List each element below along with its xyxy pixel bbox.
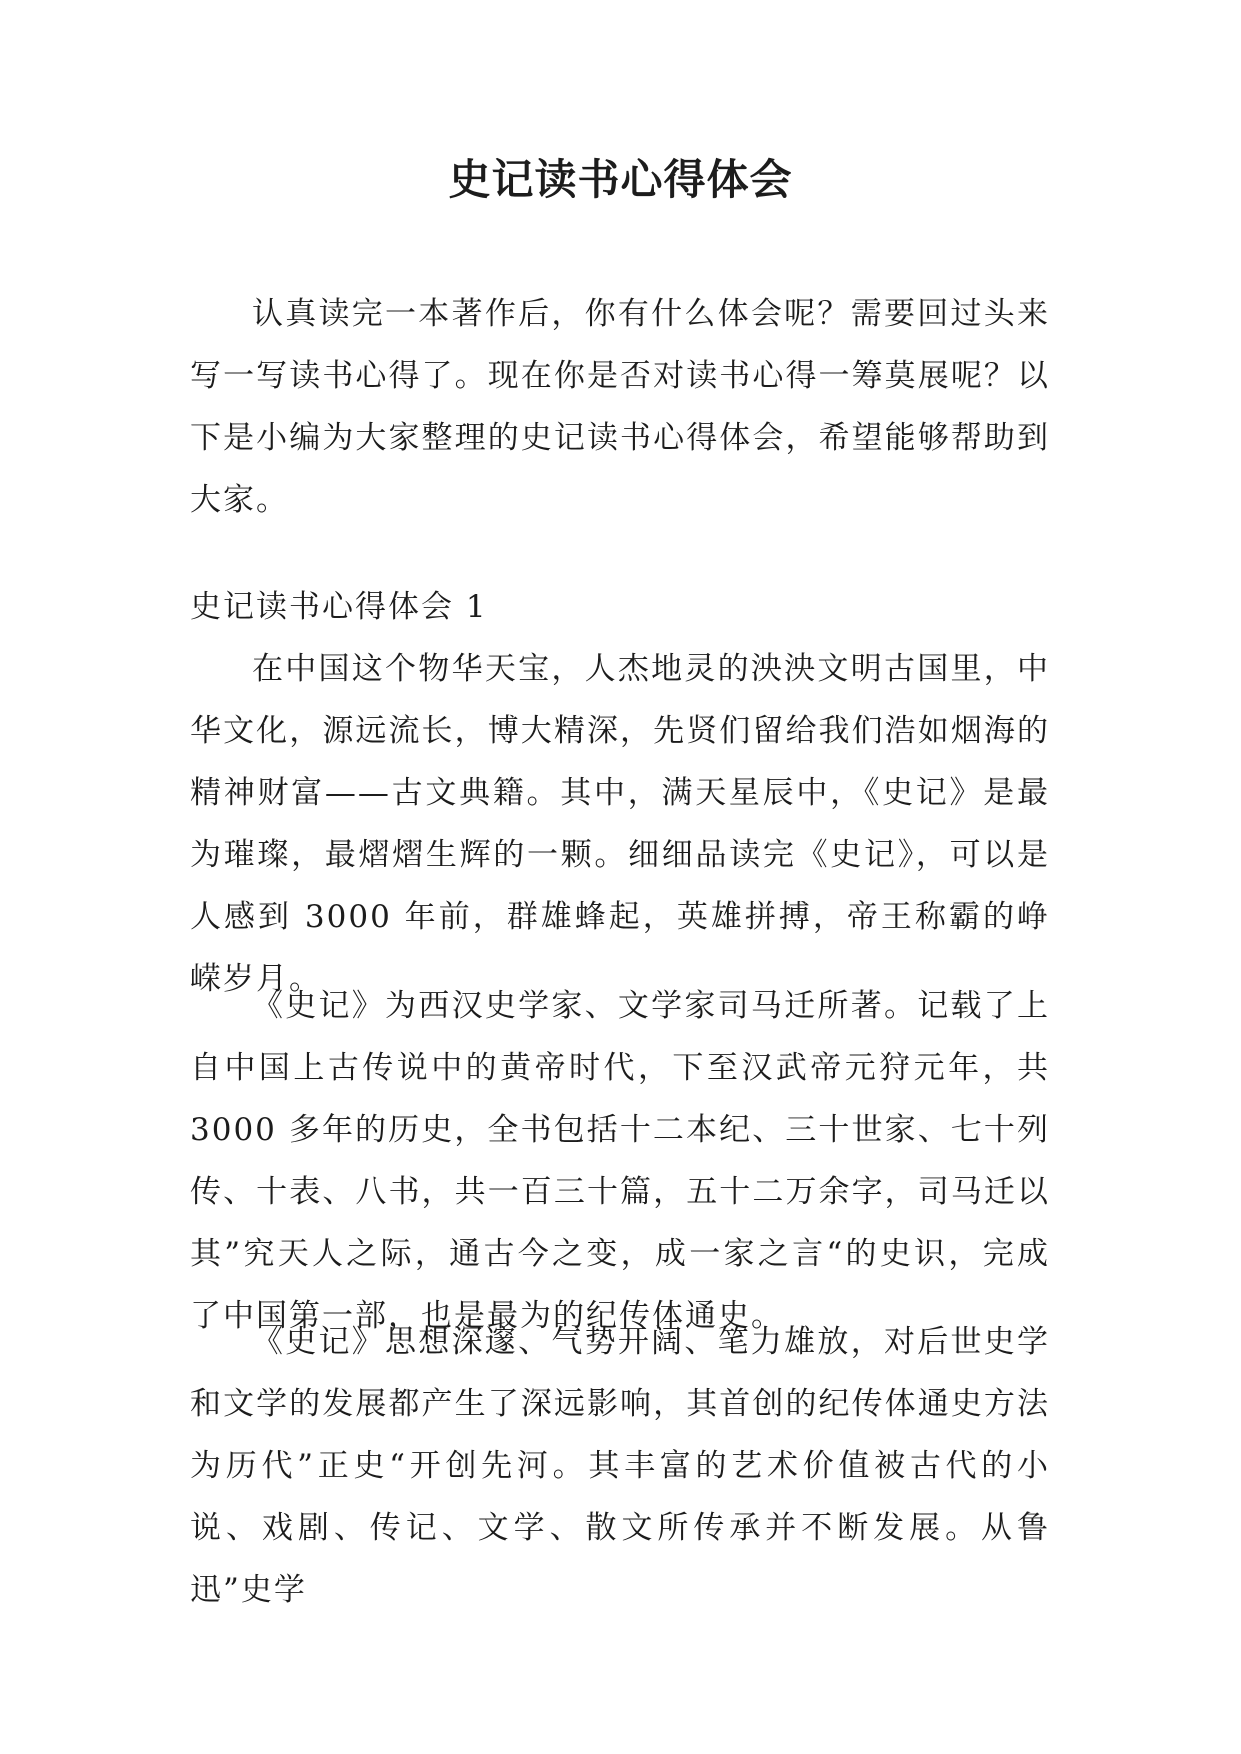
body-paragraph-3: 《史记》思想深邃、气势开阔、笔力雄放，对后世史学和文学的发展都产生了深远影响，其首创的纪传体通史方法为历代”正史“开创先河。其丰富的艺术价值被古代的小说、戏剧、传记、文学、散文所传承并不断发展。从鲁迅”史学 bbox=[190, 1324, 1050, 1608]
document-title: 史记读书心得体会 bbox=[448, 155, 793, 204]
intro-paragraph: 认真读完一本著作后，你有什么体会呢？需要回过头来写一写读书心得了。现在你是否对读书心得一筹莫展呢？以下是小编为大家整理的史记读书心得体会，希望能够帮助到大家。 bbox=[190, 296, 1050, 518]
body-paragraph-1: 在中国这个物华天宝，人杰地灵的泱泱文明古国里，中华文化，源远流长，博大精深，先贤们留给我们浩如烟海的精神财富——古文典籍。其中，满天星辰中，《史记》是最为璀璨，最熠熠生辉的一颗。细细品读完《史记》，可以是人感到 3000 年前，群雄蜂起，英雄拼搏，帝王称霸的峥嵘岁月。 bbox=[190, 651, 1050, 997]
body-paragraph-2: 《史记》为西汉史学家、文学家司马迁所著。记载了上自中国上古传说中的黄帝时代，下至汉武帝元狩元年，共 3000 多年的历史，全书包括十二本纪、三十世家、七十列传、十表、八书，共一百三十篇，五十二万余字，司马迁以其”究天人之际，通古今之变，成一家之言“的史识，完成了中国第一部，也是最为的纪传体通史。 bbox=[190, 988, 1050, 1334]
section-heading: 史记读书心得体会 1 bbox=[190, 589, 488, 625]
